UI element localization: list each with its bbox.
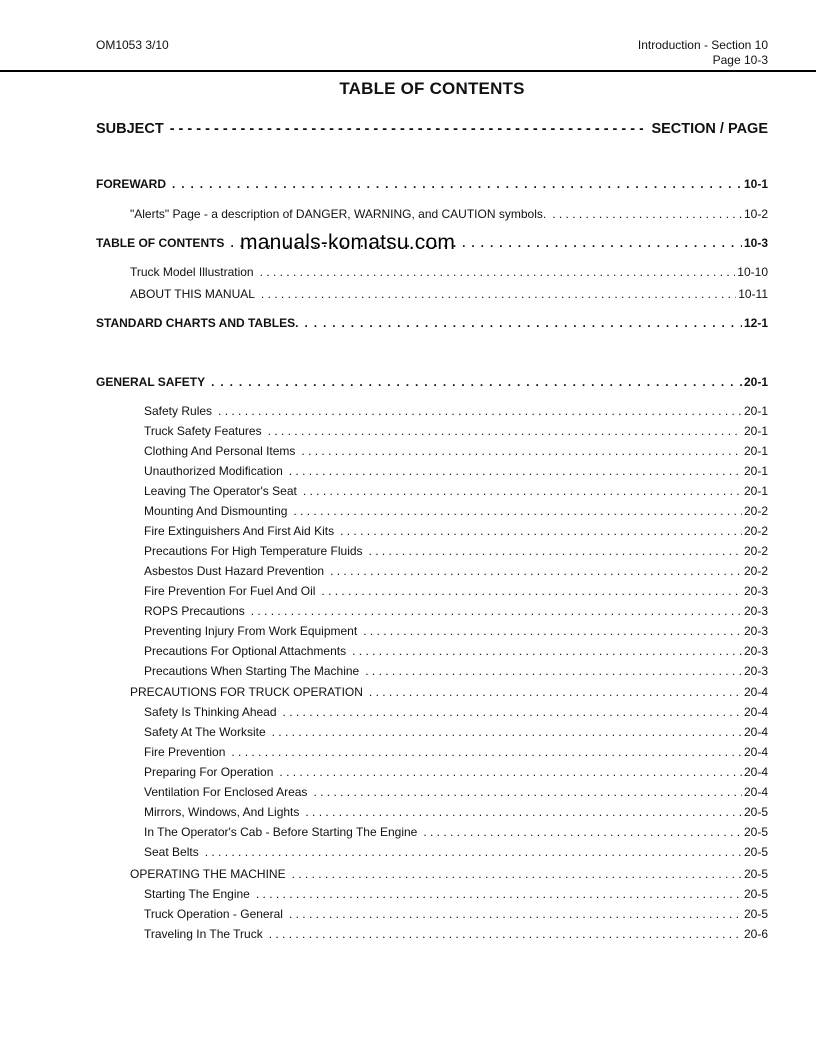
toc-entry-title: Starting The Engine	[144, 887, 250, 901]
dot-leader	[352, 644, 742, 659]
column-header-row	[96, 121, 768, 137]
toc-entry-page: 20-5	[743, 845, 768, 859]
header-doc-id: OM1053 3/10	[96, 38, 169, 52]
section-page-label: SECTION / PAGE	[651, 121, 768, 137]
dot-leader	[293, 504, 742, 519]
toc-entry-page: 10-2	[743, 207, 768, 221]
toc-entry-page: 20-1	[743, 464, 768, 478]
toc-entry[interactable]	[144, 825, 768, 840]
toc-entry-page: 20-3	[743, 664, 768, 678]
toc-entry-title: Preparing For Operation	[144, 765, 274, 779]
toc-entry-title: Traveling In The Truck	[144, 927, 263, 941]
toc-entry-title: Truck Operation - General	[144, 907, 283, 921]
toc-entry[interactable]	[144, 805, 768, 820]
toc-entry-title: Safety At The Worksite	[144, 725, 266, 739]
toc-entry-page: 10-11	[738, 287, 768, 301]
toc-entry-page: 20-2	[743, 564, 768, 578]
toc-entry[interactable]	[144, 705, 768, 720]
toc-entry-title: Mirrors, Windows, And Lights	[144, 805, 300, 819]
toc-entry-title: Truck Safety Features	[144, 424, 262, 438]
dot-leader	[260, 265, 736, 280]
dot-leader	[256, 887, 742, 902]
dot-leader	[231, 745, 742, 760]
toc-entry-title: Precautions For High Temperature Fluids	[144, 544, 363, 558]
dot-leader	[269, 927, 742, 942]
toc-entry-page: 20-4	[743, 765, 768, 779]
toc-entry[interactable]	[144, 484, 768, 499]
toc-entry-title: Safety Is Thinking Ahead	[144, 705, 277, 719]
toc-entry[interactable]	[144, 644, 768, 659]
dot-leader	[289, 907, 742, 922]
toc-entry-title: ABOUT THIS MANUAL	[130, 287, 255, 301]
toc-entry-title: "Alerts" Page - a description of DANGER, WARNING, and CAUTION symbols.	[130, 207, 547, 221]
toc-entry[interactable]	[130, 685, 768, 700]
toc-entry-title: Fire Prevention For Fuel And Oil	[144, 584, 316, 598]
toc-entry-page: 20-1	[743, 424, 768, 438]
dot-leader	[211, 375, 742, 390]
toc-entry-page: 20-3	[743, 584, 768, 598]
toc-entry-page: 10-1	[743, 177, 768, 191]
dot-leader	[283, 705, 742, 720]
header-section-title: Introduction - Section 10	[637, 38, 768, 52]
toc-entry-page: 20-2	[743, 544, 768, 558]
toc-entry-title: STANDARD CHARTS AND TABLES.	[96, 316, 299, 330]
dot-leader	[552, 207, 742, 222]
toc-entry-page: 20-4	[743, 685, 768, 699]
toc-entry-title: Preventing Injury From Work Equipment	[144, 624, 358, 638]
toc-entry[interactable]	[130, 287, 768, 302]
toc-entry[interactable]	[144, 927, 768, 942]
header-page-number: Page 10-3	[712, 53, 768, 67]
toc-entry-page: 20-4	[743, 785, 768, 799]
toc-entry[interactable]	[144, 907, 768, 922]
toc-entry[interactable]	[144, 524, 768, 539]
dot-leader	[268, 424, 742, 439]
toc-entry-page: 10-3	[743, 236, 768, 250]
toc-entry[interactable]	[144, 604, 768, 619]
dot-leader	[305, 805, 742, 820]
dot-leader	[205, 845, 742, 860]
toc-entry[interactable]	[130, 867, 768, 882]
watermark-text: manuals-komatsu.com	[240, 231, 456, 254]
toc-entry-page: 20-5	[743, 887, 768, 901]
toc-entry-page: 20-2	[743, 504, 768, 518]
toc-entry-page: 20-4	[743, 725, 768, 739]
toc-entry-page: 20-1	[743, 484, 768, 498]
dot-leader	[304, 316, 742, 331]
toc-entry[interactable]	[144, 845, 768, 860]
toc-entry-page: 20-5	[743, 867, 768, 881]
toc-entry-title: Mounting And Dismounting	[144, 504, 288, 518]
header-divider	[0, 70, 816, 72]
dot-leader	[369, 544, 742, 559]
dot-leader	[289, 464, 742, 479]
subject-label: SUBJECT	[96, 121, 164, 137]
header-section-info	[638, 38, 768, 68]
toc-entry-title: Unauthorized Modification	[144, 464, 283, 478]
toc-entry-page: 20-3	[743, 624, 768, 638]
toc-entry-title: In The Operator's Cab - Before Starting The Engine	[144, 825, 418, 839]
toc-entry-page: 20-6	[743, 927, 768, 941]
dot-leader	[363, 624, 742, 639]
dot-leader	[365, 664, 742, 679]
toc-entry-title: Asbestos Dust Hazard Prevention	[144, 564, 325, 578]
toc-entry-page: 20-4	[743, 705, 768, 719]
dot-leader	[301, 444, 742, 459]
toc-entry-page: 20-4	[743, 745, 768, 759]
toc-entry[interactable]	[144, 504, 768, 519]
toc-entry-title: OPERATING THE MACHINE	[130, 867, 286, 881]
toc-entry-page: 20-3	[743, 644, 768, 658]
dot-leader	[272, 725, 742, 740]
dot-leader	[321, 584, 742, 599]
toc-entry[interactable]	[144, 725, 768, 740]
toc-entry[interactable]	[144, 887, 768, 902]
toc-entry[interactable]	[144, 624, 768, 639]
toc-entry-page: 20-1	[743, 404, 768, 418]
toc-entry[interactable]	[144, 564, 768, 579]
toc-entry[interactable]	[96, 375, 768, 390]
toc-entry[interactable]	[144, 424, 768, 439]
toc-entry[interactable]	[144, 745, 768, 760]
dash-leader	[170, 121, 644, 137]
dot-leader	[303, 484, 742, 499]
dot-leader	[313, 785, 742, 800]
toc-entry-page: 20-3	[743, 604, 768, 618]
toc-entry-page: 12-1	[743, 316, 768, 330]
dot-leader	[172, 177, 742, 192]
toc-entry-page: 20-5	[743, 805, 768, 819]
toc-entry[interactable]	[130, 265, 768, 280]
dot-leader	[330, 564, 742, 579]
dot-leader	[423, 825, 742, 840]
dot-leader	[218, 404, 742, 419]
toc-entry-title: Truck Model Illustration	[130, 265, 254, 279]
dot-leader	[369, 685, 742, 700]
toc-entry-page: 20-1	[743, 375, 768, 389]
toc-entry-title: Ventilation For Enclosed Areas	[144, 785, 308, 799]
toc-entry-title: ROPS Precautions	[144, 604, 245, 618]
toc-entry-page: 20-5	[743, 907, 768, 921]
toc-entry-page: 20-5	[743, 825, 768, 839]
toc-entry-title: Fire Extinguishers And First Aid Kits	[144, 524, 335, 538]
toc-entry-page: 10-10	[737, 265, 768, 279]
toc-entry[interactable]	[144, 544, 768, 559]
toc-entry[interactable]	[144, 404, 768, 419]
toc-entry[interactable]	[144, 584, 768, 599]
dot-leader	[340, 524, 742, 539]
toc-entry[interactable]	[144, 785, 768, 800]
toc-entry[interactable]	[96, 177, 768, 192]
toc-entry-title: TABLE OF CONTENTS	[96, 236, 225, 250]
dot-leader	[261, 287, 736, 302]
toc-entry-title: Seat Belts	[144, 845, 199, 859]
dot-leader	[251, 604, 742, 619]
toc-entry[interactable]	[144, 765, 768, 780]
toc-entry-title: Precautions For Optional Attachments	[144, 644, 347, 658]
toc-entry-page: 20-2	[743, 524, 768, 538]
toc-entry-page: 20-1	[743, 444, 768, 458]
toc-entry-title: Fire Prevention	[144, 745, 226, 759]
toc-entry-title: Leaving The Operator's Seat	[144, 484, 297, 498]
toc-entry[interactable]	[130, 207, 768, 222]
toc-entry[interactable]	[144, 444, 768, 459]
toc-entry-title: GENERAL SAFETY	[96, 375, 206, 389]
toc-entry-title: Clothing And Personal Items	[144, 444, 296, 458]
toc-entry-title: Safety Rules	[144, 404, 213, 418]
toc-entry-title: FOREWARD	[96, 177, 166, 191]
dot-leader	[292, 867, 742, 882]
toc-entry[interactable]	[96, 316, 768, 331]
toc-entry[interactable]	[144, 464, 768, 479]
toc-entry-title: PRECAUTIONS FOR TRUCK OPERATION	[130, 685, 363, 699]
page-title: TABLE OF CONTENTS	[339, 79, 525, 98]
toc-entry[interactable]	[144, 664, 768, 679]
dot-leader	[279, 765, 742, 780]
toc-entry-title: Precautions When Starting The Machine	[144, 664, 360, 678]
